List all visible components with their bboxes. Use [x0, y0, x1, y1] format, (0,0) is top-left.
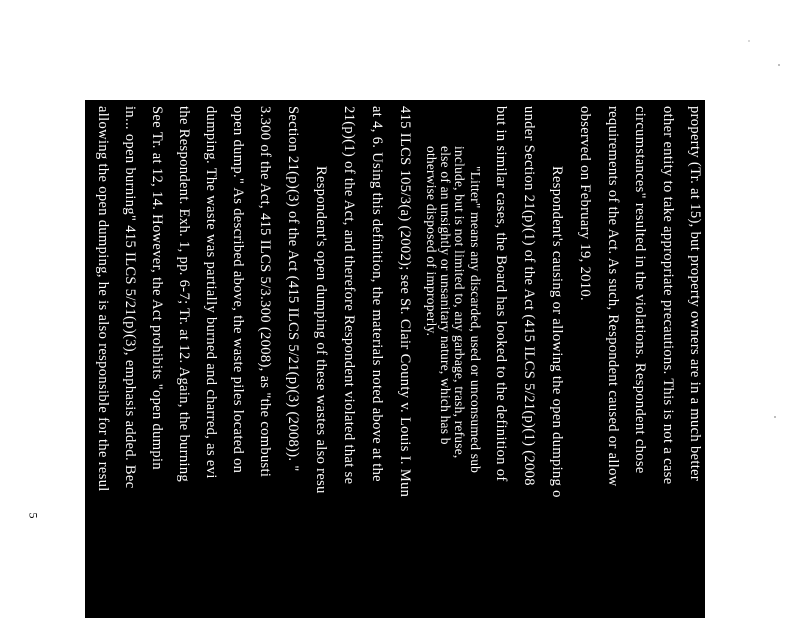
text-line: requirements of the Act. As such, Respondent caused or allow [605, 106, 621, 487]
text-line: the Respondent. Exh. 1, pp. 6-7; Tr. at 12. Again, the burning [176, 106, 192, 483]
citation-text: 415 ILCS 105/3(a) (2002); see St. Clair County v. Louis I. Mun [397, 106, 413, 498]
text-line: See Tr. at 12, 14. However, the Act prohibits "open dumpin [149, 106, 165, 470]
text-line: Respondent's causing or allowing the open dumping o [549, 166, 565, 498]
text-line: property (Tr. at 15), but property owners are in a much better [687, 106, 703, 482]
text-line: in... open burning" 415 ILCS 5/21(p)(3), emphasis added. Bec [122, 106, 138, 489]
block-quote-line: include, but is not limited to, any garbage, trash, refuse, [452, 146, 467, 459]
text-line: under Section 21(p)(1) of the Act (415 ILCS 5/21(p)(1) (2008 [521, 106, 537, 486]
text-line: Section 21(p)(3) of the Act (415 ILCS 5/21(p)(3) (2008)). " [285, 106, 301, 472]
page-number: 5 [26, 512, 41, 519]
rotated-text-block [85, 100, 705, 618]
text-line: allowing the open dumping, he is also responsible for the resul [95, 106, 111, 492]
text-line: circumstances" resulted in the violations. Respondent chose [632, 106, 648, 474]
citation-line [395, 106, 415, 497]
text-line: dumping. The waste was partially burned and charred, as evi [203, 106, 219, 479]
text-line: but in similar cases, the Board has looked to the definition of [493, 106, 509, 482]
block-quote-line: else of an unsightly or unsanitary nature, which has b [438, 146, 453, 445]
text-line: observed on February 19, 2010. [577, 106, 593, 301]
text-line: 21(p)(1) of the Act, and therefore Respondent violated that se [341, 106, 357, 485]
scanned-page-inverted [85, 100, 705, 618]
scan-speck [774, 416, 776, 418]
text-line: other entity to take appropriate precautions. This is not a case [660, 106, 676, 485]
block-quote-line: "Litter" means any discarded, used or unconsumed sub [468, 166, 483, 474]
text-line: Respondent's open dumping of these wastes also resu [313, 166, 329, 494]
text-line: 3.300 of the Act, 415 ILCS 5/3.300 (2008), as "the combusti [257, 106, 273, 478]
scan-speck [778, 64, 780, 66]
text-line: open dump." As described above, the waste piles located on [230, 106, 246, 474]
block-quote-line: otherwise disposed of improperly. [424, 146, 439, 337]
text-line: at 4, 6. Using this definition, the materials noted above at the [369, 106, 385, 482]
scan-speck [748, 40, 750, 42]
